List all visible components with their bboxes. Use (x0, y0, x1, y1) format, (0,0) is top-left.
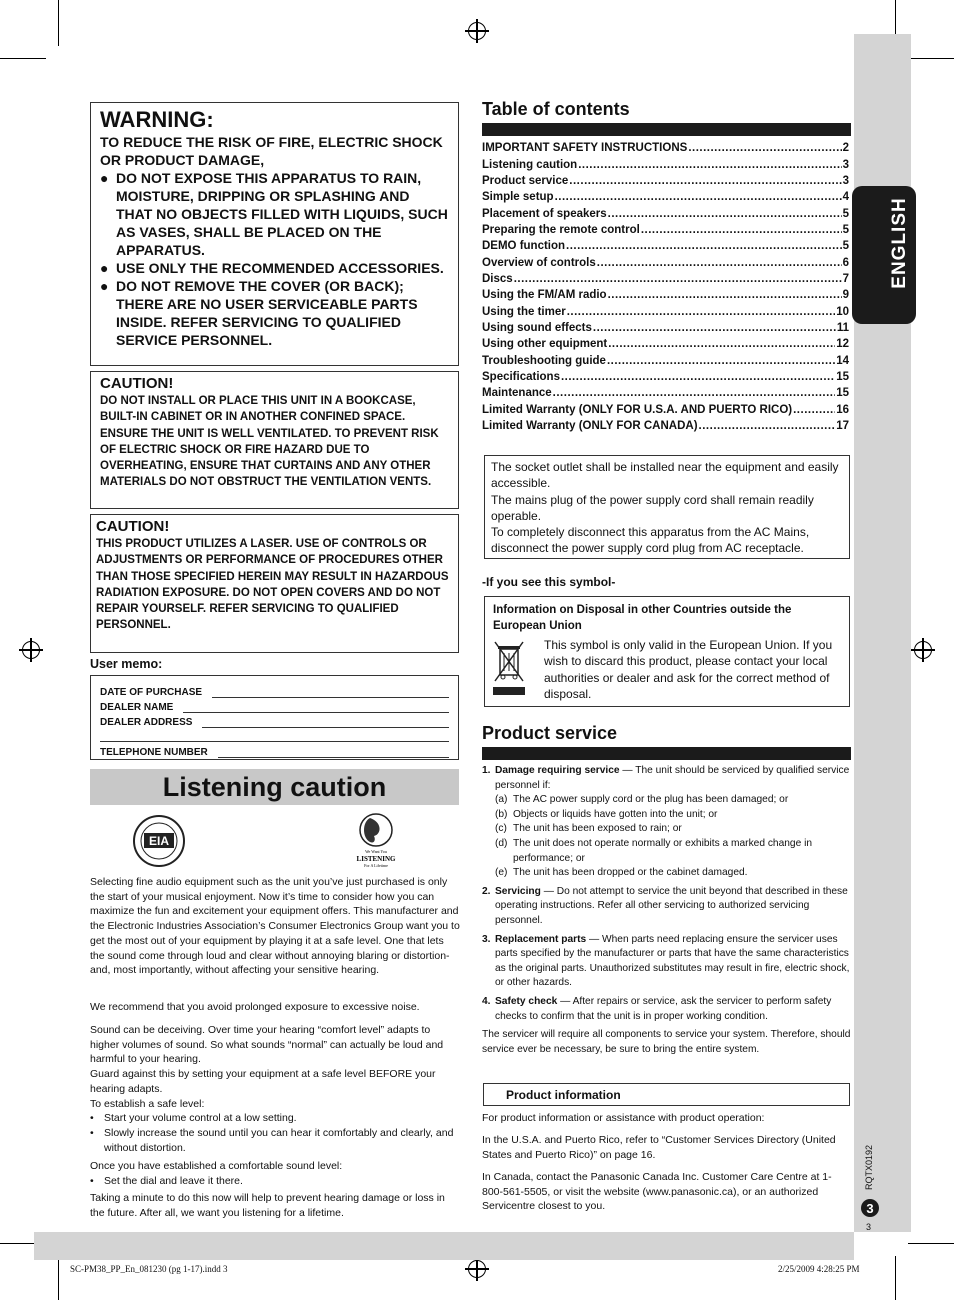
crop-mark (895, 1256, 896, 1300)
product-info-p1: For product information or assistance with product operation: (482, 1112, 765, 1124)
toc-list (482, 140, 849, 434)
toc-entry: Placement of speakers ..... 5 (482, 205, 849, 221)
memo-field: DEALER ADDRESS (100, 713, 449, 728)
listening-para-1: Selecting fine audio equipment such as the unit you’ve just purchased is only the start of your musical enjoyment. Now it’s time to consider how you can maximize the fun and excitement your equipment offers. This manufacturer and the Electronic Industries Association’s Consumer Electronics Group want you to get the most out of your equipment by playing it at a safe level. One that lets the sound come through loud and clear without annoying blaring or distortion-and, most importantly, without affecting your sensitive hearing. (90, 876, 460, 977)
language-tab-label: ENGLISH (889, 197, 910, 289)
symbol-heading: -If you see this symbol- (482, 575, 616, 589)
product-info-box: Product information (483, 1083, 850, 1106)
toc-entry: Overview of controls ..... 6 (482, 254, 849, 270)
toc-entry: Product service ..... 3 (482, 173, 849, 189)
crop-mark (58, 1256, 59, 1300)
section-bar (482, 123, 851, 136)
listening-para-2: We recommend that you avoid prolonged exposure to excessive noise. (90, 1001, 420, 1013)
svg-text:We Want You: We Want You (365, 849, 387, 854)
service-sub-item: (d) The unit does not operate normally or exhibits a marked change in performance; or (495, 837, 813, 864)
list-item: • Slowly increase the sound until you can hear it comfortably and clearly, and without distortion. (90, 1126, 454, 1154)
service-sub-item: (a) The AC power supply cord or the plug has been damaged; or (495, 794, 789, 806)
service-sub-item: (b) Objects or liquids have gotten into the unit; or (495, 808, 718, 820)
doc-code: RQTX0192 (864, 1144, 874, 1190)
service-closing: The servicer will require all components to service your system. Therefore, should service ever be necessary, be sure to bring the entire system. (482, 1029, 851, 1055)
page-number: 3 (866, 1222, 872, 1232)
service-sub-item: (e) The unit has been dropped or the cabinet damaged. (495, 867, 748, 879)
eia-logo-icon (132, 814, 186, 868)
socket-note-box: The socket outlet shall be installed near the equipment and easily accessible. The mains plug of the power supply cord shall remain readily operable. To completely disconnect this apparatus from the AC Mains, disconnect the power supply cord plug from AC receptacle. (484, 455, 850, 559)
caution-title: CAUTION! (100, 375, 174, 392)
memo-field: DATE OF PURCHASE (100, 683, 449, 698)
toc-entry: Using other equipment ..... 12 (482, 336, 849, 352)
listening-para-3: Sound can be deceiving. Over time your hearing “comfort level” adapts to higher volumes of sound. So what sounds “normal” can actually be loud and harmful to your hearing. Guard against this by setting your equipment at a safe level BEFORE your hearing adapts. To establish a safe level: • Start your volume control at a low setting. • Slowly increase the sound until you can hear it comfortably and clearly, and without distortion. (90, 1023, 462, 1155)
toc-entry: Maintenance ..... 15 (482, 385, 849, 401)
margin-strip-bottom (34, 1232, 854, 1260)
user-memo-title: User memo: (90, 657, 163, 671)
toc-entry: Using sound effects ..... 11 (482, 320, 849, 336)
caution-box-ventilation (90, 371, 459, 509)
toc-entry: IMPORTANT SAFETY INSTRUCTIONS ..... 2 (482, 140, 849, 156)
crossed-bin-icon (493, 639, 525, 697)
toc-entry: Troubleshooting guide ..... 14 (482, 352, 849, 368)
crop-mark (58, 0, 59, 46)
service-item: 2. Servicing — Do not attempt to service the unit beyond that described in these operating instructions. Refer all other servicing to authorized servicing personnel. (482, 885, 848, 926)
product-info-p3: In Canada, contact the Panasonic Canada Inc. Customer Care Centre at 1-800-561-5505, or visit the website (www.panasonic.ca), or an authorized Servicentre closest to you. (482, 1171, 832, 1213)
product-service-title: Product service (482, 723, 618, 743)
toc-entry: Limited Warranty (ONLY FOR CANADA) ..... 17 (482, 418, 849, 434)
svg-text:EIA: EIA (148, 834, 170, 848)
warning-box (90, 102, 459, 366)
memo-blank-line (100, 728, 449, 742)
registration-mark-icon (22, 641, 40, 659)
crop-mark (908, 58, 954, 59)
warning-title: WARNING: (100, 107, 214, 132)
caution-box-laser (90, 514, 459, 653)
registration-mark-icon (468, 1260, 486, 1278)
list-item: • Set the dial and leave it there. (90, 1174, 243, 1187)
warning-bullet: ● DO NOT REMOVE THE COVER (OR BACK); THERE ARE NO USER SERVICEABLE PARTS INSIDE. REFER SERVICING TO QUALIFIED SERVICE PERSONNEL. (100, 278, 418, 348)
memo-field: TELEPHONE NUMBER (100, 743, 449, 758)
service-item: 4. Safety check — After repairs or service, ask the servicer to perform safety checks to confirm that the unit is in proper working condition. (482, 995, 832, 1022)
disposal-text: This symbol is only valid in the European Union. If you wish to discard this product, please contact your local authorities or dealer and ask for the correct method of disposal. (544, 638, 833, 701)
disposal-info-box (484, 596, 850, 707)
page-number-badge: 3 (861, 1199, 879, 1217)
toc-entry: Simple setup ..... 4 (482, 189, 849, 205)
svg-text:For A Lifetime: For A Lifetime (364, 863, 388, 868)
caution-text: THIS PRODUCT UTILIZES A LASER. USE OF CONTROLS OR ADJUSTMENTS OR PERFORMANCE OF PROCEDURES OTHER THAN THOSE SPECIFIED HEREIN MAY RESULT IN HAZARDOUS RADIATION EXPOSURE. DO NOT OPEN COVERS AND DO NOT REPAIR YOURSELF. REFER SERVICING TO QUALIFIED PERSONNEL. (96, 538, 449, 632)
registration-mark-icon (914, 641, 932, 659)
disposal-title: Information on Disposal in other Countries outside the European Union (493, 604, 792, 632)
toc-entry: Specifications ..... 15 (482, 369, 849, 385)
caution-title: CAUTION! (96, 518, 170, 535)
toc-entry: Discs ..... 7 (482, 271, 849, 287)
toc-title: Table of contents (482, 99, 630, 119)
footer-file: SC-PM38_PP_En_081230 (pg 1-17).indd 3 (70, 1264, 228, 1274)
service-sub-item: (c) The unit has been exposed to rain; or (495, 823, 682, 835)
listening-para-5: Taking a minute to do this now will help to prevent hearing damage or loss in the future. After all, we want you listening for a lifetime. (90, 1192, 445, 1219)
registration-mark-icon (468, 22, 486, 40)
list-item: • Start your volume control at a low setting. (90, 1112, 297, 1125)
listening-para-4: Once you have established a comfortable sound level: • Set the dial and leave it there. (90, 1159, 460, 1188)
toc-entry: Preparing the remote control ..... 5 (482, 222, 849, 238)
toc-entry: Using the timer ..... 10 (482, 303, 849, 319)
warning-bullet: ● USE ONLY THE RECOMMENDED ACCESSORIES. (100, 260, 444, 276)
memo-field: DEALER NAME (100, 698, 449, 713)
crop-mark (0, 58, 46, 59)
section-bar (482, 747, 851, 760)
warning-bullet: ● DO NOT EXPOSE THIS APPARATUS TO RAIN, MOISTURE, DRIPPING OR SPLASHING AND THAT NO OBJECTS FILLED WITH LIQUIDS, SUCH AS VASES, SHALL BE PLACED ON THE APPARATUS. (100, 170, 448, 258)
warning-intro: TO REDUCE THE RISK OF FIRE, ELECTRIC SHOCK OR PRODUCT DAMAGE, (100, 134, 443, 168)
language-tab (852, 186, 916, 324)
listening-caution-title: Listening caution (90, 769, 459, 805)
crop-mark (908, 1243, 954, 1244)
toc-entry: Listening caution ..... 3 (482, 156, 849, 172)
product-info-p2: In the U.S.A. and Puerto Rico, refer to “Customer Services Directory (United States and Puerto Rico)” on page 16. (482, 1134, 836, 1161)
toc-entry: DEMO function ..... 5 (482, 238, 849, 254)
service-item: 3. Replacement parts — When parts need replacing ensure the servicer uses parts specified by the manufacturer or parts that have the same characteristics as the original parts. Unauthorized substitutes may result in fire, electric shock, or other hazards. (482, 933, 850, 989)
svg-text:LISTENING: LISTENING (356, 855, 396, 863)
toc-entry: Using the FM/AM radio ..... 9 (482, 287, 849, 303)
footer-timestamp: 2/25/2009 4:28:25 PM (778, 1264, 860, 1274)
listening-logo-icon (352, 812, 400, 870)
toc-entry: Limited Warranty (ONLY FOR U.S.A. AND PUERTO RICO) ..... 16 (482, 402, 849, 418)
caution-text: DO NOT INSTALL OR PLACE THIS UNIT IN A BOOKCASE, BUILT-IN CABINET OR IN ANOTHER CONFINED SPACE. ENSURE THE UNIT IS WELL VENTILATED. TO PREVENT RISK OF ELECTRIC SHOCK OR FIRE HAZARD DUE TO OVERHEATING, ENSURE THAT CURTAINS AND ANY OTHER MATERIALS DO NOT OBSTRUCT THE VENTILATION VENTS. (100, 395, 439, 489)
product-service-list (482, 764, 852, 1057)
user-memo-box (90, 675, 459, 760)
service-item: 1. Damage requiring service — The unit should be serviced by qualified service personnel if: (a) The AC power supply cord or the plug has been damaged; or (b) Objects or liquids have gotten into the unit; or (c) The unit has been exposed to rain; or (d) The unit does not operate normally or exhibits a marked change in performance; or (e) The unit has been dropped or the cabinet damaged. (482, 764, 852, 881)
